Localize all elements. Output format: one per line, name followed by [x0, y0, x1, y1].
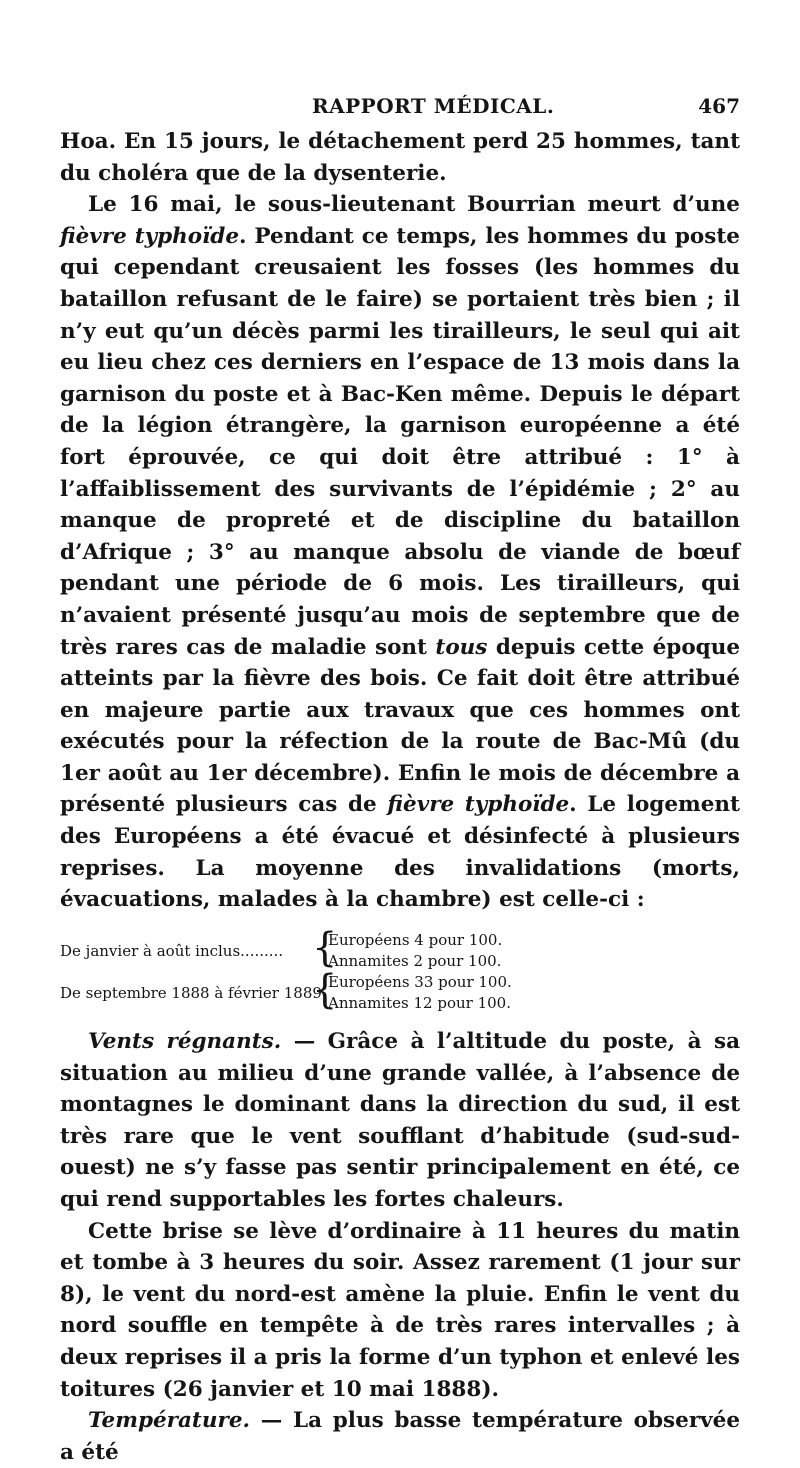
paragraph	[60, 1216, 740, 1406]
paragraph	[60, 126, 740, 189]
stats-values	[328, 930, 502, 972]
text-run: depuis cette époque atteints par la fièvre des bois. Ce fait doit être attribué en majeure partie aux travaux que ces hommes ont exécutés pour la réfection de la route de Bac-Mû (du 1er août au 1er décembre). Enfin le mois de décembre a présenté plusieurs cas de	[60, 634, 740, 818]
stats-europeans: Européens 4 pour 100.	[328, 931, 503, 949]
paragraph	[60, 1026, 740, 1216]
italic-term: fièvre typhoïde	[60, 223, 240, 249]
paragraph	[60, 189, 740, 916]
body-text-top	[60, 126, 740, 916]
text-run: Hoa. En 15 jours, le détachement perd 25 hommes, tant du choléra que de la dysenterie.	[60, 129, 740, 186]
stats-period: De janvier à août inclus.........	[60, 942, 284, 960]
running-title: RAPPORT MÉDICAL.	[312, 94, 555, 118]
body-text-bottom	[60, 1026, 740, 1468]
text-run: — Grâce à l’altitude du poste, à sa situation au milieu d’une grande vallée, à l’absence de montagnes le dominant dans la direction du sud, il est très rare que le vent soufflant d’habitude (sud-sud-ouest) ne s’y fasse pas sentir principalement en été, ce qui rend supportables les fortes chaleurs.	[60, 1029, 741, 1212]
page-number: 467	[698, 94, 740, 118]
stats-period: De septembre 1888 à février 1889	[60, 984, 322, 1002]
text-run: . Pendant ce temps, les hommes du poste qui cependant creusaient les fosses (les hommes du bataillon refusant de le faire) se portaient très bien ; il n’y eut qu’un décès parmi les tirailleurs, le seul qui ait eu lieu chez ces derniers en l’espace de 13 mois dans la garnison du poste et à Bac-Ken même. Depuis le départ de la légion étrangère, la garnison européenne a été fort éprouvée, ce qui doit être attribué : 1° à l’affaiblissement des survivants de l’épidémie ; 2° au manque de propreté et de discipline du bataillon d’Afrique ; 3° au manque absolu de viande de bœuf pendant une période de 6 mois. Les tirailleurs, qui n’avaient présenté jusqu’au mois de septembre que de très rares cas de maladie sont	[60, 223, 740, 660]
paragraph	[60, 1405, 740, 1468]
invalidation-stats	[60, 925, 740, 1014]
stats-row	[60, 967, 740, 1014]
stats-europeans: Européens 33 pour 100.	[328, 973, 512, 991]
text-run: Cette brise se lève d’ordinaire à 11 heures du matin et tombe à 3 heures du soir. Assez rarement (1 jour sur 8), le vent du nord-est amène la pluie. Enfin le vent du nord souffle en tempête à de très rares intervalles ; à deux reprises il a pris la forme d’un typhon et enlevé les toitures (26 janvier et 10 mai 1888).	[60, 1218, 740, 1402]
brace-glyph: {	[312, 925, 338, 971]
stats-annamites: Annamites 12 pour 100.	[328, 994, 511, 1012]
italic-term: fièvre typhoïde	[387, 792, 570, 818]
brace-glyph: {	[312, 967, 338, 1013]
stats-annamites: Annamites 2 pour 100.	[328, 952, 502, 970]
stats-values	[328, 972, 512, 1014]
page-header	[60, 94, 740, 124]
section-heading: Température.	[88, 1408, 250, 1434]
italic-term: tous	[435, 634, 488, 660]
text-run: . Le logement des Européens a été évacué et désinfecté à plusieurs reprises. La moyenne des invalidations (morts, évacuations, malades à la chambre) est celle-ci :	[60, 792, 740, 913]
section-heading: Vents régnants.	[88, 1029, 282, 1054]
text-run: Le 16 mai, le sous-lieutenant Bourrian meurt d’une	[88, 192, 740, 218]
text-run: — La plus basse température observée a été	[60, 1408, 740, 1465]
stats-row	[60, 925, 740, 972]
